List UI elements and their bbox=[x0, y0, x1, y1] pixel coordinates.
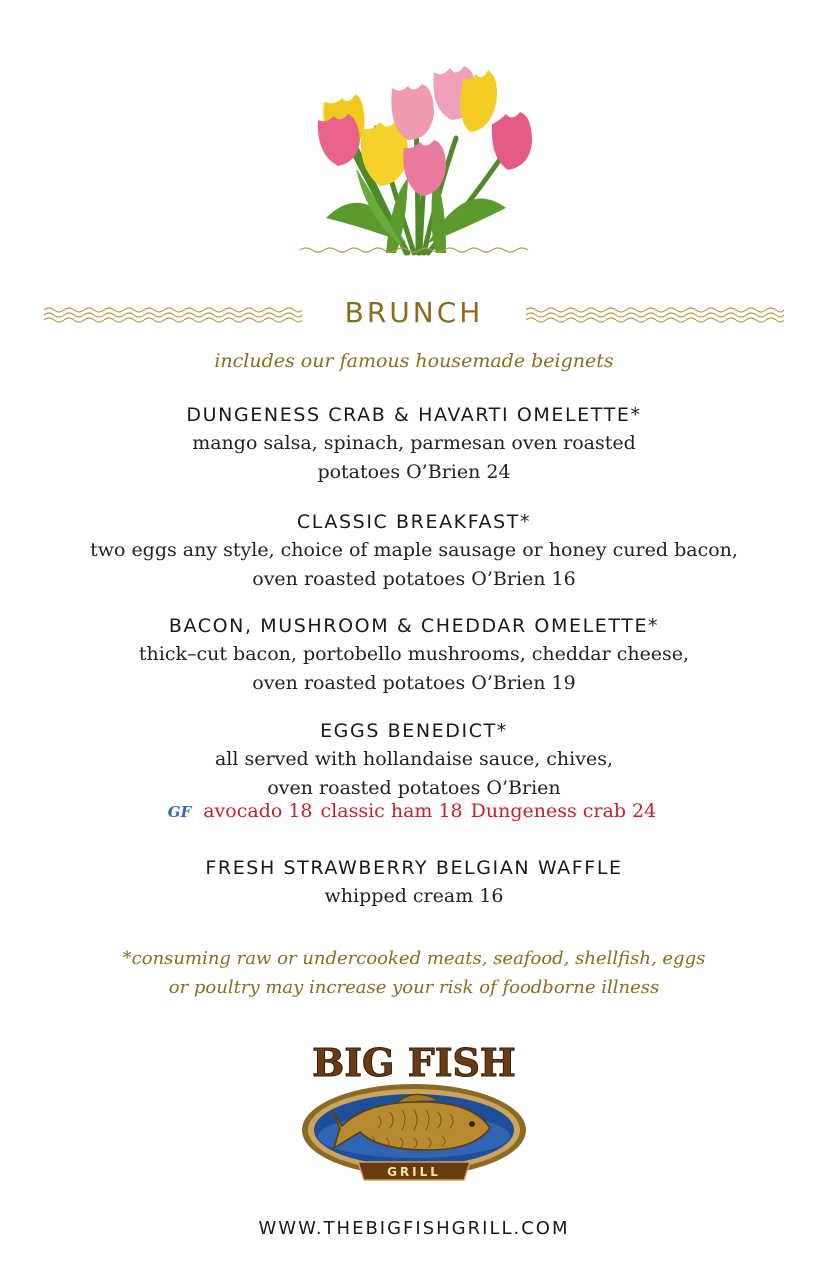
menu-item-description: oven roasted potatoes O’Brien 16 bbox=[252, 568, 576, 590]
logo-text-bottom: GRILL bbox=[387, 1165, 441, 1179]
logo-text-top: BIG FISH bbox=[312, 1040, 516, 1085]
menu-option: Dungeness crab 24 bbox=[470, 800, 657, 822]
disclaimer-line: *consuming raw or undercooked meats, seafood, shellfish, eggs bbox=[122, 948, 706, 969]
website-link[interactable]: WWW.THEBIGFISHGRILL.COM bbox=[258, 1218, 570, 1239]
big-fish-grill-logo bbox=[298, 1040, 530, 1190]
menu-item-name: CLASSIC BREAKFAST* bbox=[296, 511, 532, 533]
menu-item-options bbox=[0, 800, 828, 822]
menu-item-description: whipped cream 16 bbox=[324, 885, 504, 907]
menu-item bbox=[0, 855, 828, 911]
menu-item-name: FRESH STRAWBERRY BELGIAN WAFFLE bbox=[205, 857, 623, 879]
page-title: BRUNCH bbox=[344, 296, 484, 329]
menu-item-description: oven roasted potatoes O’Brien bbox=[267, 777, 561, 799]
gluten-free-badge: GF bbox=[167, 803, 192, 821]
menu-option: avocado 18 bbox=[203, 800, 313, 822]
menu-item-name: BACON, MUSHROOM & CHEDDAR OMELETTE* bbox=[168, 615, 660, 637]
menu-option: classic ham 18 bbox=[320, 800, 463, 822]
disclaimer-line: or poultry may increase your risk of foodborne illness bbox=[168, 977, 660, 998]
menu-item bbox=[0, 509, 828, 594]
menu-item bbox=[0, 402, 828, 487]
tulip-bouquet-image bbox=[296, 58, 536, 258]
menu-item-description: potatoes O’Brien 24 bbox=[317, 461, 511, 483]
menu-item bbox=[0, 718, 828, 803]
menu-item-description: oven roasted potatoes O’Brien 19 bbox=[252, 672, 576, 694]
menu-item-description: all served with hollandaise sauce, chives, bbox=[214, 748, 614, 770]
menu-item-description: mango salsa, spinach, parmesan oven roasted bbox=[192, 432, 636, 454]
menu-item bbox=[0, 613, 828, 698]
menu-item-name: DUNGENESS CRAB & HAVARTI OMELETTE* bbox=[186, 404, 642, 426]
menu-item-description: two eggs any style, choice of maple sausage or honey cured bacon, bbox=[90, 539, 738, 561]
menu-item-name: EGGS BENEDICT* bbox=[320, 720, 508, 742]
disclaimer bbox=[0, 944, 828, 1002]
page-subtitle: includes our famous housemade beignets bbox=[214, 350, 614, 372]
menu-item-description: thick–cut bacon, portobello mushrooms, cheddar cheese, bbox=[138, 643, 690, 665]
